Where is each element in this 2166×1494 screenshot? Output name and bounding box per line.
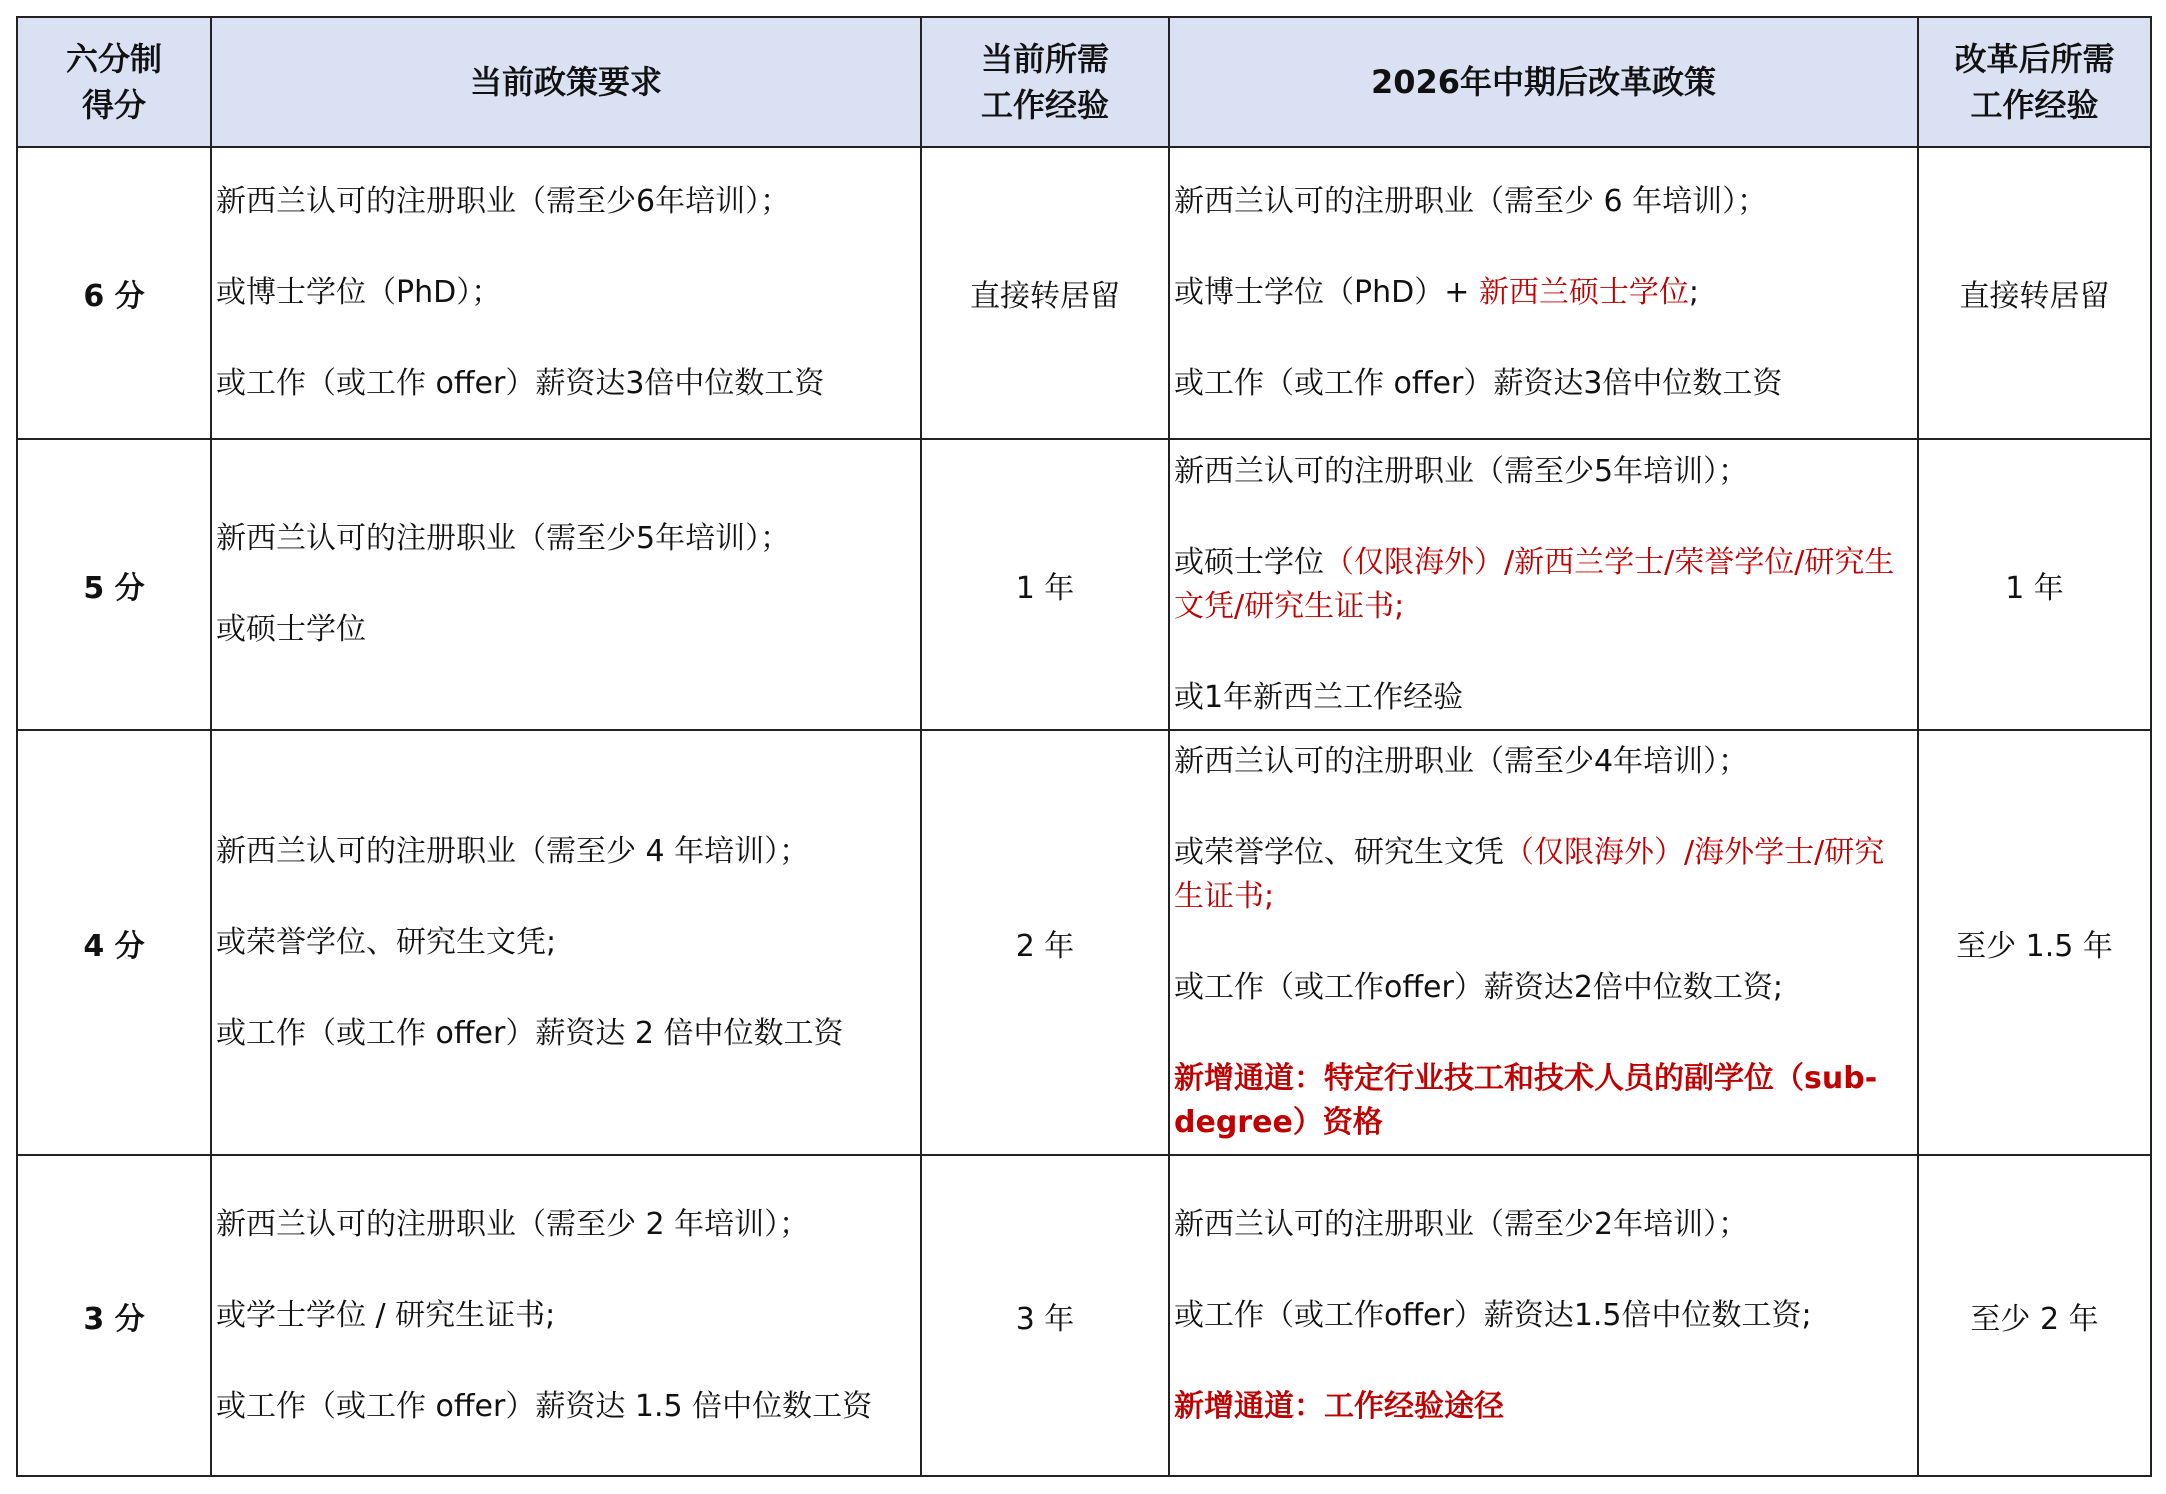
policy-text: ; bbox=[1688, 275, 1699, 310]
header-text: 改革后所需 bbox=[1954, 40, 2115, 78]
policy-item bbox=[1174, 541, 1913, 629]
reform-policy-cell bbox=[1169, 147, 1918, 439]
score-cell: 6 分 bbox=[17, 147, 211, 439]
score-cell: 5 分 bbox=[17, 439, 211, 730]
policy-item bbox=[1174, 966, 1913, 1010]
current-experience-cell: 1 年 bbox=[921, 439, 1169, 730]
reform-change-text: （仅限海外）/海外学士/研究生证书; bbox=[1174, 835, 1885, 914]
policy-item bbox=[1174, 180, 1913, 224]
new-pathway-text: 新增通道：特定行业技工和技术人员的副学位（sub-degree）资格 bbox=[1174, 1061, 1878, 1140]
policy-item: 或工作（或工作 offer）薪资达 2 倍中位数工资 bbox=[216, 1015, 844, 1051]
policy-item: 新西兰认可的注册职业（需至少 2 年培训）； bbox=[216, 1206, 810, 1242]
header-score bbox=[17, 17, 211, 147]
reform-change-text: （仅限海外）/新西兰学士/荣誉学位/研究生文凭/研究生证书; bbox=[1174, 544, 1895, 624]
policy-text: 或工作（或工作 offer）薪资达3倍中位数工资 bbox=[1174, 366, 1783, 401]
table-row bbox=[17, 730, 2151, 1155]
table-row bbox=[17, 1155, 2151, 1476]
reform-policy-cell bbox=[1169, 439, 1918, 730]
reform-experience-cell: 直接转居留 bbox=[1918, 147, 2151, 439]
policy-item: 或学士学位 / 研究生证书; bbox=[216, 1297, 556, 1333]
table-row bbox=[17, 439, 2151, 730]
policy-text: 或1年新西兰工作经验 bbox=[1174, 679, 1464, 715]
header-current-experience bbox=[921, 17, 1169, 147]
policy-item: 新西兰认可的注册职业（需至少6年培训）； bbox=[216, 184, 791, 219]
current-policy-cell bbox=[211, 1155, 921, 1476]
reform-experience-cell: 至少 1.5 年 bbox=[1918, 730, 2151, 1155]
current-policy-cell bbox=[211, 147, 921, 439]
header-text: 得分 bbox=[81, 86, 146, 124]
header-current-policy bbox=[211, 17, 921, 147]
score-cell: 3 分 bbox=[17, 1155, 211, 1476]
policy-item bbox=[1174, 1203, 1913, 1247]
policy-item: 或硕士学位 bbox=[216, 612, 366, 647]
header-row bbox=[17, 17, 2151, 147]
new-pathway-text: 新增通道：工作经验途径 bbox=[1174, 1388, 1504, 1424]
reform-policy-cell bbox=[1169, 730, 1918, 1155]
table-body bbox=[17, 147, 2151, 1476]
score-cell: 4 分 bbox=[17, 730, 211, 1155]
policy-text: 或博士学位（PhD）+ bbox=[1174, 275, 1479, 310]
reform-change-text: 新西兰硕士学位 bbox=[1478, 275, 1689, 310]
policy-item: 新西兰认可的注册职业（需至少 4 年培训）； bbox=[216, 833, 810, 869]
policy-text: 或荣誉学位、研究生文凭 bbox=[1174, 835, 1504, 870]
policy-item: 或博士学位（PhD）； bbox=[216, 275, 502, 310]
policy-item: 或工作（或工作 offer）薪资达3倍中位数工资 bbox=[216, 366, 825, 401]
policy-item bbox=[1174, 271, 1913, 315]
current-experience-cell: 2 年 bbox=[921, 730, 1169, 1155]
policy-text: 新西兰认可的注册职业（需至少 6 年培训）； bbox=[1174, 184, 1768, 219]
current-policy-cell bbox=[211, 439, 921, 730]
policy-item bbox=[1174, 676, 1913, 720]
policy-item bbox=[1174, 1057, 1913, 1145]
policy-text: 新西兰认可的注册职业（需至少4年培训）； bbox=[1174, 744, 1749, 779]
header-reform-experience bbox=[1918, 17, 2151, 147]
policy-text: 或工作（或工作offer）薪资达2倍中位数工资; bbox=[1174, 970, 1784, 1005]
table-row bbox=[17, 147, 2151, 439]
header-text: 工作经验 bbox=[980, 86, 1109, 124]
policy-item bbox=[1174, 1294, 1913, 1338]
policy-item bbox=[1174, 362, 1913, 406]
current-policy-cell bbox=[211, 730, 921, 1155]
header-text: 六分制 bbox=[65, 40, 162, 78]
header-text: 当前所需 bbox=[980, 40, 1109, 78]
reform-experience-cell: 至少 2 年 bbox=[1918, 1155, 2151, 1476]
reform-policy-cell bbox=[1169, 1155, 1918, 1476]
header-text: 当前政策要求 bbox=[469, 63, 662, 101]
policy-item: 或工作（或工作 offer）薪资达 1.5 倍中位数工资 bbox=[216, 1388, 873, 1424]
policy-text: 或工作（或工作offer）薪资达1.5倍中位数工资; bbox=[1174, 1297, 1812, 1333]
policy-item bbox=[1174, 740, 1913, 784]
policy-item bbox=[1174, 450, 1913, 494]
policy-text: 新西兰认可的注册职业（需至少2年培训）； bbox=[1174, 1206, 1749, 1242]
current-experience-cell: 直接转居留 bbox=[921, 147, 1169, 439]
reform-experience-cell: 1 年 bbox=[1918, 439, 2151, 730]
policy-text: 或硕士学位 bbox=[1174, 544, 1324, 580]
policy-comparison-table bbox=[16, 16, 2152, 1477]
policy-text: 新西兰认可的注册职业（需至少5年培训）； bbox=[1174, 453, 1749, 489]
header-text: 2026年中期后改革政策 bbox=[1370, 63, 1717, 101]
header-reform-policy bbox=[1169, 17, 1918, 147]
header-text: 工作经验 bbox=[1970, 86, 2099, 124]
current-experience-cell: 3 年 bbox=[921, 1155, 1169, 1476]
policy-item bbox=[1174, 1385, 1913, 1429]
policy-item bbox=[1174, 831, 1913, 919]
policy-item: 新西兰认可的注册职业（需至少5年培训）； bbox=[216, 521, 791, 556]
policy-item: 或荣誉学位、研究生文凭; bbox=[216, 924, 557, 960]
